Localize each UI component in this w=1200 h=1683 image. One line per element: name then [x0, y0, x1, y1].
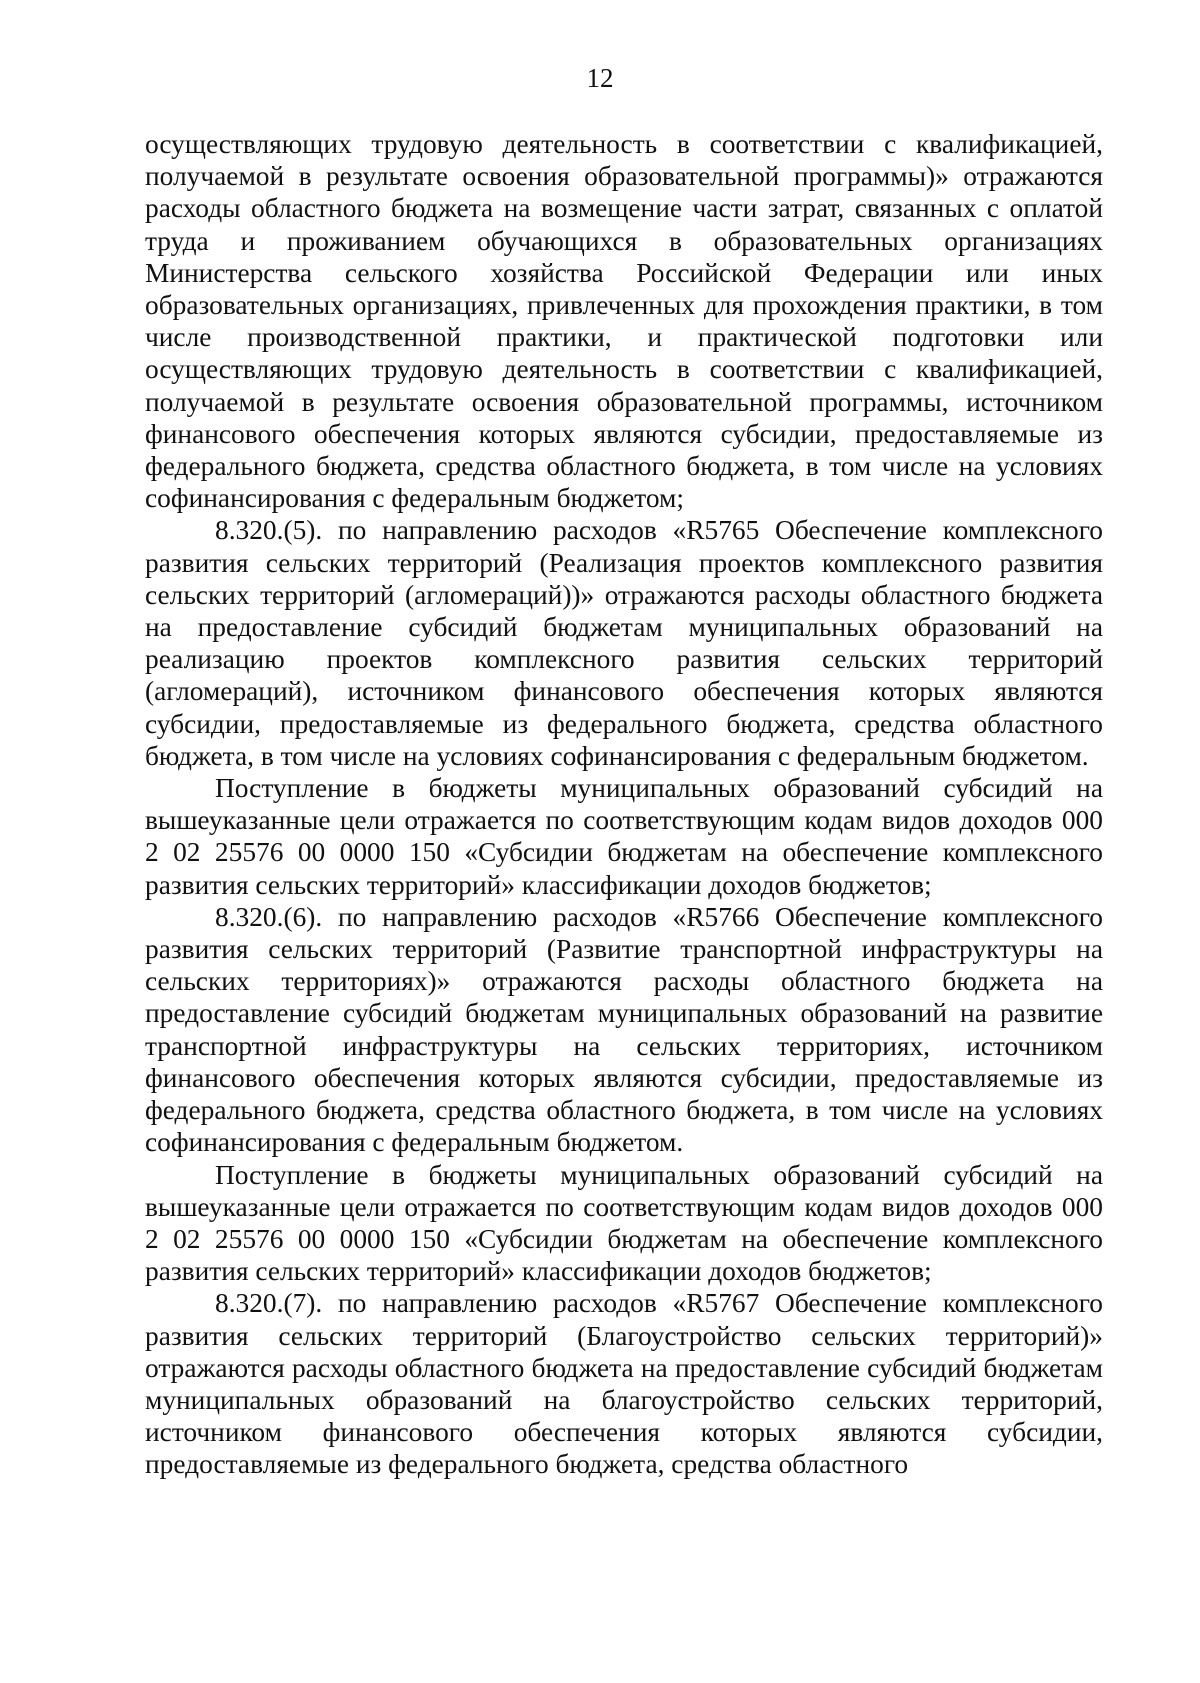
paragraph-receipt-1: Поступление в бюджеты муниципальных образований субсидий на вышеуказанные цели отражается по соответствующим кодам видов доходов 000 2 02 25576 00 0000 150 «Субсидии бюджетам на обеспечение комплексного развития сельских территорий» классификации доходов бюджетов; — [145, 773, 1103, 900]
document-body — [145, 128, 1103, 1481]
paragraph-8-320-5: 8.320.(5). по направлению расходов «R5765 Обеспечение комплексного развития сельских территорий (Реализация проектов комплексного развития сельских территорий (агломераций))» отражаются расходы областного бюджета на предоставление субсидий бюджетам муниципальных образований на реализацию проектов комплексного развития сельских территорий (агломераций), источником финансового обеспечения которых являются субсидии, предоставляемые из федерального бюджета, средства областного бюджета, в том числе на условиях софинансирования с федеральным бюджетом. — [145, 515, 1103, 771]
paragraph-8-320-6: 8.320.(6). по направлению расходов «R5766 Обеспечение комплексного развития сельских территорий (Развитие транспортной инфраструктуры на сельских территориях)» отражаются расходы областного бюджета на предоставление субсидий бюджетам муниципальных образований на развитие транспортной инфраструктуры на сельских территориях, источником финансового обеспечения которых являются субсидии, предоставляемые из федерального бюджета, средства областного бюджета, в том числе на условиях софинансирования с федеральным бюджетом. — [145, 901, 1103, 1158]
paragraph-receipt-2: Поступление в бюджеты муниципальных образований субсидий на вышеуказанные цели отражается по соответствующим кодам видов доходов 000 2 02 25576 00 0000 150 «Субсидии бюджетам на обеспечение комплексного развития сельских территорий» классификации доходов бюджетов; — [145, 1159, 1103, 1287]
page-number: 12 — [586, 63, 614, 93]
paragraph-continuation: осуществляющих трудовую деятельность в соответствии с квалификацией, получаемой в результате освоения образовательной программы)» отражаются расходы областного бюджета на возмещение части затрат, связанных с оплатой труда и проживанием обучающихся в образовательных организациях Министерства сельского хозяйства Российской Федерации или иных образовательных организациях, привлеченных для прохождения практики, в том числе производственной практики, и практической подготовки или осуществляющих трудовую деятельность в соответствии с квалификацией, получаемой в результате освоения образовательной программы, источником финансового обеспечения которых являются субсидии, предоставляемые из федерального бюджета, средства областного бюджета, в том числе на условиях софинансирования с федеральным бюджетом; — [145, 129, 1103, 514]
paragraph-8-320-7: 8.320.(7). по направлению расходов «R5767 Обеспечение комплексного развития сельских территорий (Благоустройство сельских территорий)» отражаются расходы областного бюджета на предоставление субсидий бюджетам муниципальных образований на благоустройство сельских территорий, источником финансового обеспечения которых являются субсидии, предоставляемые из федерального бюджета, средства областного — [145, 1288, 1103, 1480]
